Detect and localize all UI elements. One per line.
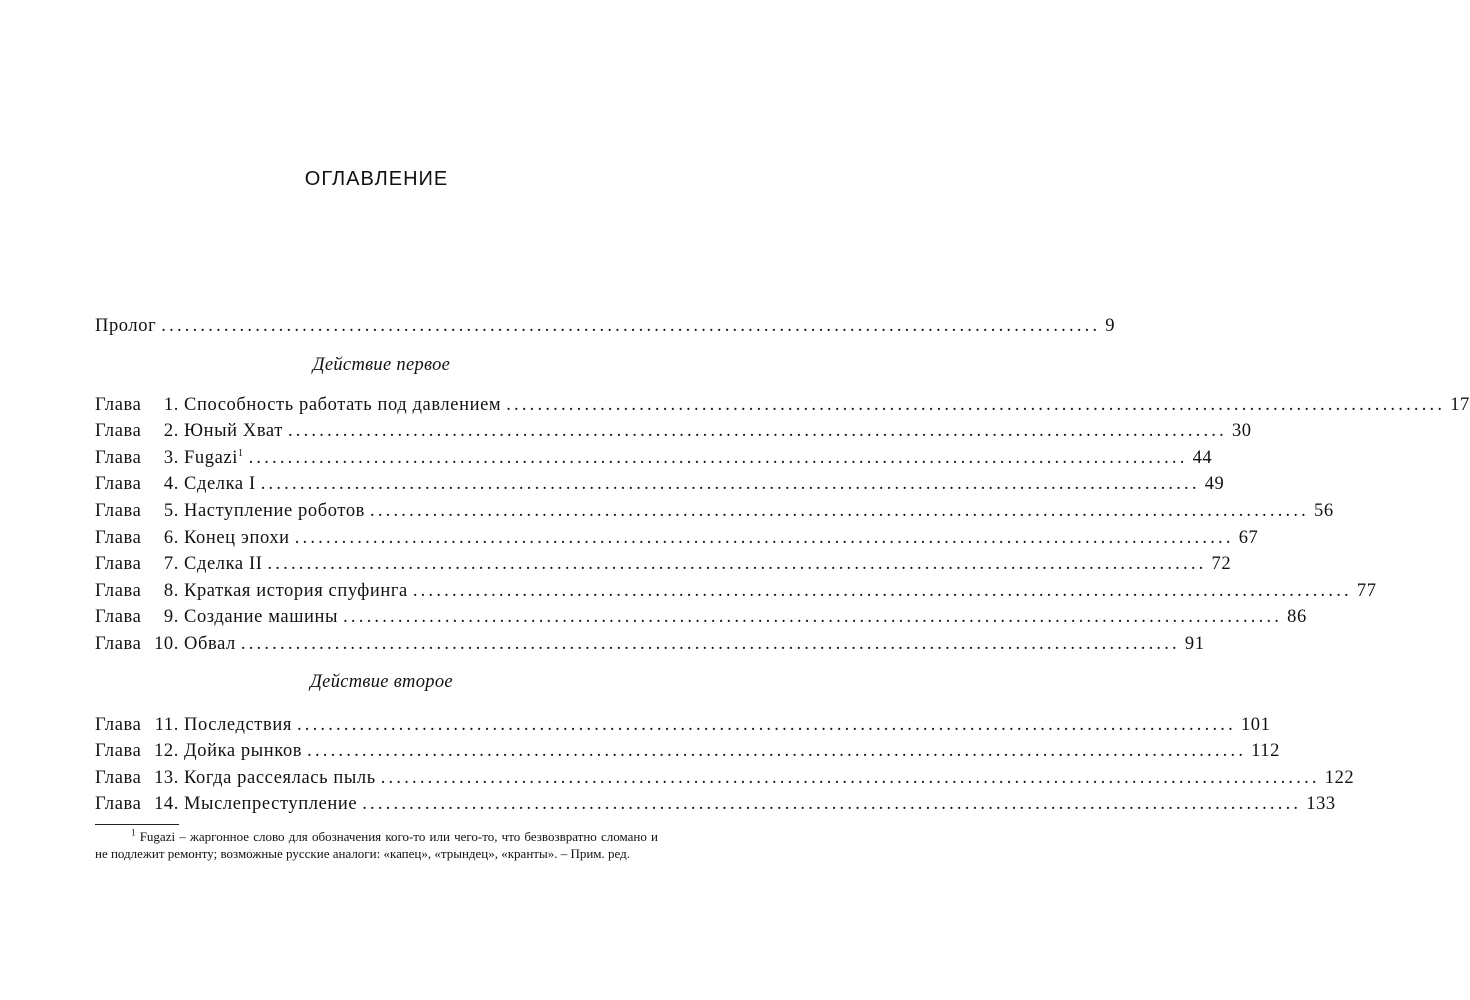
page-number: 56 bbox=[1314, 500, 1334, 521]
entry-title-text: Создание машины bbox=[184, 607, 339, 628]
page-number: 49 bbox=[1204, 474, 1225, 495]
part-heading: Действие второе bbox=[310, 671, 453, 692]
page-number: 133 bbox=[1306, 794, 1336, 815]
page-number: 86 bbox=[1287, 607, 1307, 628]
chapter-number: 7. bbox=[163, 554, 179, 575]
entry-title bbox=[184, 604, 338, 631]
entry-title bbox=[184, 712, 292, 739]
entry-title bbox=[184, 445, 244, 472]
chapter-label: Глава bbox=[95, 714, 142, 735]
chapter-label: Глава bbox=[95, 500, 142, 521]
chapter-number: 2. bbox=[163, 421, 179, 442]
chapter-number: 10. bbox=[154, 633, 179, 654]
page-number: 101 bbox=[1240, 714, 1271, 735]
footnote-text: Fugazi – жаргонное слово для обозначения кого-то или чего-то, что безвозвратно сломано и не подлежит ремонту; возможные русские аналоги: «капец», «трындец», «кранты». – Прим. ред. bbox=[95, 829, 659, 861]
chapter-label: Глава bbox=[95, 474, 142, 495]
toc-entry-chapter[interactable] bbox=[95, 392, 1470, 419]
entry-title bbox=[184, 498, 365, 525]
part-heading: Действие первое bbox=[312, 354, 451, 375]
chapter-number: 3. bbox=[163, 447, 179, 468]
entry-title bbox=[184, 631, 236, 658]
toc-entry-chapter[interactable] bbox=[95, 765, 1355, 792]
entry-title-text: Наступление роботов bbox=[184, 500, 365, 521]
entry-title bbox=[184, 525, 290, 552]
entry-title: Пролог bbox=[95, 316, 157, 336]
page-number: 67 bbox=[1238, 527, 1259, 548]
dot-leader: ........................................................................................................................ bbox=[287, 421, 1227, 442]
toc-entry-chapter[interactable] bbox=[95, 445, 1213, 472]
entry-title bbox=[184, 578, 408, 605]
dot-leader: ........................................................................................................................ bbox=[260, 474, 1200, 495]
footnote-divider bbox=[95, 824, 179, 825]
chapter-number: 1. bbox=[163, 394, 179, 415]
chapter-number: 6. bbox=[163, 527, 179, 548]
page-title: ОГЛАВЛЕНИЕ bbox=[304, 168, 449, 190]
toc-entry-chapter[interactable] bbox=[95, 551, 1232, 578]
footnote-reference[interactable]: 1 bbox=[237, 447, 244, 459]
toc-entry-chapter[interactable] bbox=[95, 631, 1205, 658]
chapter-number: 14. bbox=[154, 794, 179, 815]
toc-entry-chapter[interactable] bbox=[95, 712, 1271, 739]
toc-entry-chapter[interactable] bbox=[95, 578, 1377, 605]
chapter-label: Глава bbox=[95, 580, 142, 601]
dot-leader: ........................................................................................................................ bbox=[343, 607, 1283, 628]
dot-leader: ........................................................................................................................ bbox=[267, 554, 1207, 575]
table-of-contents bbox=[95, 313, 1470, 818]
chapter-number: 11. bbox=[154, 714, 179, 735]
page-number: 112 bbox=[1251, 741, 1281, 762]
chapter-number: 5. bbox=[163, 500, 179, 521]
toc-entry-chapter[interactable] bbox=[95, 525, 1259, 552]
page-number: 9 bbox=[1105, 316, 1116, 336]
chapter-label: Глава bbox=[95, 447, 142, 468]
chapter-number: 13. bbox=[154, 767, 179, 788]
chapter-label: Глава bbox=[95, 794, 142, 815]
entry-title bbox=[184, 791, 357, 818]
chapter-number: 4. bbox=[163, 474, 179, 495]
chapter-label: Глава bbox=[95, 767, 142, 788]
dot-leader: ........................................................................................................................ bbox=[296, 714, 1236, 735]
chapter-label: Глава bbox=[95, 527, 142, 548]
page-number: 72 bbox=[1211, 554, 1232, 575]
toc-entry-chapter[interactable] bbox=[95, 498, 1334, 525]
entry-title bbox=[184, 738, 302, 765]
footnote bbox=[95, 829, 658, 862]
dot-leader: ........................................................................................................................ bbox=[412, 580, 1352, 601]
entry-title-text: Конец эпохи bbox=[184, 527, 290, 548]
entry-title bbox=[184, 392, 501, 419]
entry-title-text: Юный Хват bbox=[184, 421, 283, 442]
dot-leader: ........................................................................................................................ bbox=[240, 633, 1180, 654]
entry-title-text: Дойка рынков bbox=[184, 741, 303, 762]
page-number: 17 bbox=[1450, 394, 1470, 415]
toc-entry-chapter[interactable] bbox=[95, 418, 1252, 445]
page-number: 91 bbox=[1184, 633, 1205, 654]
entry-title bbox=[184, 765, 376, 792]
footnote-mark: 1 bbox=[131, 827, 136, 838]
chapter-number: 12. bbox=[154, 741, 179, 762]
chapter-label: Глава bbox=[95, 394, 142, 415]
chapter-number: 8. bbox=[163, 580, 179, 601]
entry-title-text: Краткая история спуфинга bbox=[184, 580, 408, 601]
entry-title-text: Сделка II bbox=[184, 554, 263, 575]
toc-entry-chapter[interactable] bbox=[95, 738, 1281, 765]
toc-entry-chapter[interactable] bbox=[95, 604, 1307, 631]
dot-leader: ........................................................................................................................ bbox=[294, 527, 1234, 548]
chapter-label: Глава bbox=[95, 554, 142, 575]
toc-entry-prologue[interactable] bbox=[95, 313, 1116, 340]
toc-entry-chapter[interactable] bbox=[95, 791, 1336, 818]
dot-leader: ........................................................................................................................ bbox=[362, 794, 1302, 815]
entry-title-text: Когда рассеялась пыль bbox=[184, 767, 376, 788]
entry-title-text: Последствия bbox=[184, 714, 292, 735]
chapter-label: Глава bbox=[95, 741, 142, 762]
page-number: 122 bbox=[1324, 767, 1355, 788]
toc-parts bbox=[95, 352, 1470, 818]
entry-title bbox=[184, 471, 256, 498]
entry-title bbox=[184, 418, 283, 445]
dot-leader: ........................................................................................................................ bbox=[307, 741, 1247, 762]
entry-title-text: Мыслепреступление bbox=[184, 794, 358, 815]
chapter-label: Глава bbox=[95, 607, 142, 628]
chapter-number: 9. bbox=[163, 607, 179, 628]
page-number: 30 bbox=[1231, 421, 1252, 442]
entry-title-text: Способность работать под давлением bbox=[184, 394, 502, 415]
chapter-label: Глава bbox=[95, 633, 142, 654]
entry-title-text: Обвал bbox=[184, 633, 236, 654]
toc-entry-chapter[interactable] bbox=[95, 471, 1225, 498]
entry-title-text: Fugazi bbox=[184, 447, 238, 468]
dot-leader: ........................................................................................................................ bbox=[370, 500, 1309, 521]
chapter-label: Глава bbox=[95, 421, 142, 442]
page-number: 44 bbox=[1192, 447, 1213, 468]
entry-title-text: Сделка I bbox=[184, 474, 256, 495]
entry-title bbox=[184, 551, 262, 578]
dot-leader: ........................................................................................................................ bbox=[248, 447, 1188, 468]
dot-leader: ........................................................................................................................ bbox=[506, 394, 1446, 415]
page-number: 77 bbox=[1356, 580, 1377, 601]
dot-leader: ........................................................................................................................ bbox=[161, 316, 1101, 336]
dot-leader: ........................................................................................................................ bbox=[380, 767, 1320, 788]
